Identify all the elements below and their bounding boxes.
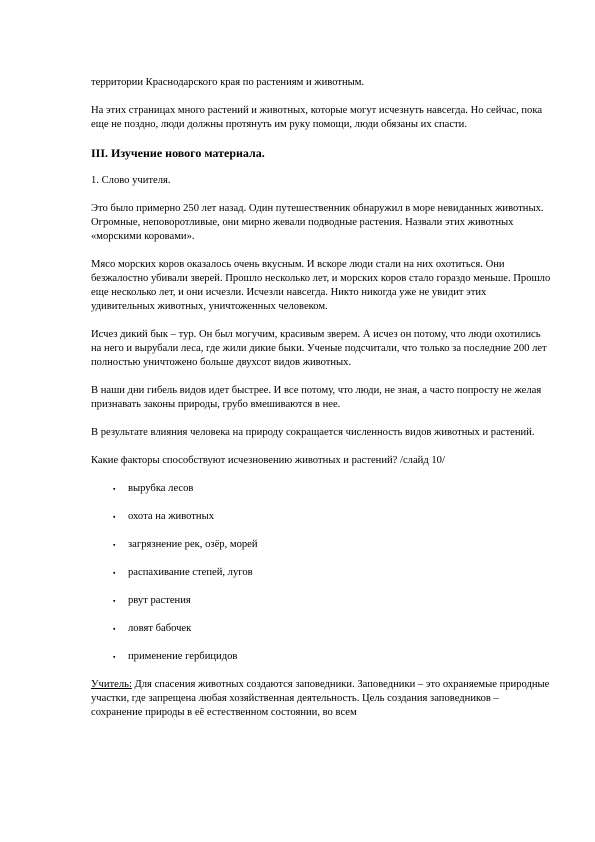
list-item (91, 566, 551, 580)
document-page (91, 76, 551, 734)
bullet-icon: ▪ (113, 597, 116, 605)
paragraph-human-influence: В результате влияния человека на природу сокращается численность видов животных и растений. (91, 427, 535, 438)
list-item-text: вырубка лесов (128, 483, 194, 494)
list-item (91, 622, 551, 636)
paragraph-sea-cows-hunted: Мясо морских коров оказалось очень вкусным. И вскоре люди стали на них охотиться. Они безжалостно убивали зверей. Прошло несколько лет, и морских коров стало гораздо меньше. Прошло еще несколько лет, и они исчезли. Исчезли навсегда. Никто никогда уже не увидит этих удивительных животных, уничтоженных человеком. (91, 259, 551, 312)
paragraph-region-intro: территории Краснодарского края по растениям и животным. (91, 77, 365, 88)
paragraph-aurochs: Исчез дикий бык – тур. Он был могучим, красивым зверем. А исчез он потому, что люди охотились на него и вырубали леса, где жили дикие быки. Ученые подсчитали, что только за последние 200 лет полностью уничтожено больше двухсот видов животных. (91, 329, 547, 368)
teacher-label: Учитель: (91, 679, 132, 690)
list-item-text: распахивание степей, лугов (128, 567, 253, 578)
paragraph-sea-cows: Это было примерно 250 лет назад. Один путешественник обнаружил в море невиданных животных. Огромные, неповоротливые, они мирно жевали подводные растения. Назвали этих животных «морскими коровами». (91, 203, 544, 242)
bullet-icon: ▪ (113, 625, 116, 633)
paragraph-species-loss: В наши дни гибель видов идет быстрее. И все потому, что люди, не зная, а часто попросту не желая признавать законы природы, грубо вмешиваются в нее. (91, 385, 542, 410)
paragraph-factors-question: Какие факторы способствуют исчезновению животных и растений? /слайд 10/ (91, 455, 445, 466)
teacher-text: Для спасения животных создаются заповедники. Заповедники – это охраняемые природные участки, где запрещена любая хозяйственная деятельность. Цель создания заповедников – сохранение природы в её естественном состоянии, во всем (91, 679, 550, 718)
bullet-icon: ▪ (113, 541, 116, 549)
bullet-icon: ▪ (113, 653, 116, 661)
list-item-text: рвут растения (128, 595, 191, 606)
bullet-icon: ▪ (113, 569, 116, 577)
section-heading: III. Изучение нового материала. (91, 146, 265, 160)
list-item (91, 650, 551, 664)
list-item (91, 594, 551, 608)
list-item-text: применение гербицидов (128, 651, 238, 662)
bullet-icon: ▪ (113, 485, 116, 493)
bullet-icon: ▪ (113, 513, 116, 521)
paragraph-teacher-word: 1. Слово учителя. (91, 175, 171, 186)
list-item-text: ловят бабочек (128, 623, 192, 634)
factors-list (91, 482, 551, 664)
paragraph-pages-intro: На этих страницах много растений и животных, которые могут исчезнуть навсегда. Но сейчас, пока еще не поздно, люди должны протянуть им руку помощи, люди обязаны их спасти. (91, 105, 543, 130)
list-item (91, 482, 551, 496)
paragraph-reserves (91, 678, 551, 720)
list-item (91, 510, 551, 524)
list-item-text: загрязнение рек, озёр, морей (128, 539, 258, 550)
list-item (91, 538, 551, 552)
list-item-text: охота на животных (128, 511, 215, 522)
